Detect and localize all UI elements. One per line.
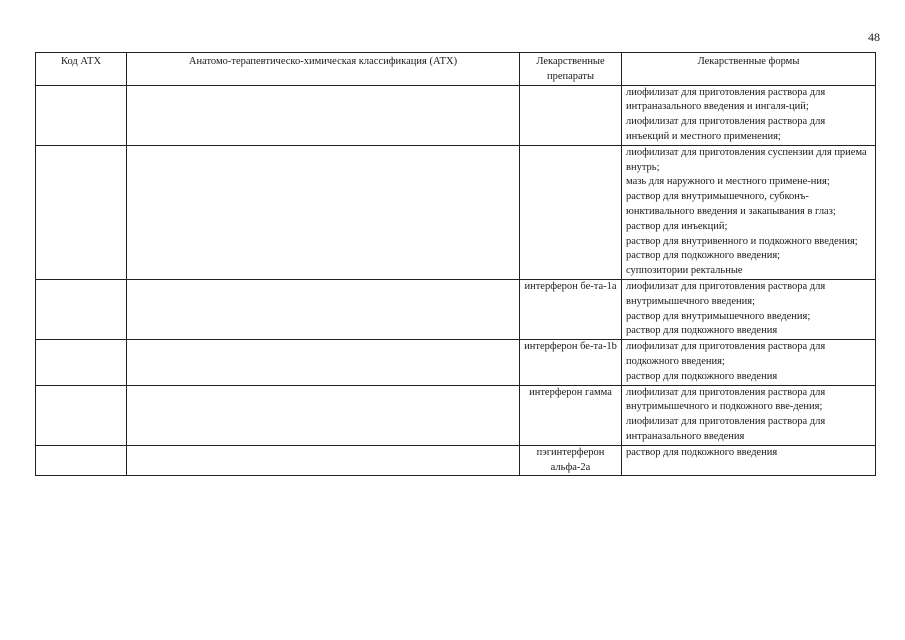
dosage-form-item: лиофилизат для приготовления раствора для внутримышечного введения; (626, 280, 826, 307)
dosage-form-item: раствор для внутримышечного, субконъ-юнктивального введения и закапывания в глаз; (626, 191, 836, 217)
table-row (36, 340, 876, 385)
dosage-form-item: лиофилизат для приготовления раствора для интраназального введения (626, 416, 826, 442)
drug-name-cell (520, 85, 622, 145)
atx-classification-cell (127, 385, 520, 445)
atx-code-cell (36, 385, 127, 445)
dosage-form-item: лиофилизат для приготовления раствора для интраназального введения и ингаля-ций; (626, 86, 826, 113)
dosage-forms-cell (622, 385, 876, 445)
table-header-row (36, 53, 876, 86)
table-row (36, 385, 876, 445)
atx-code-cell (36, 145, 127, 279)
drug-name-cell: интерферон бе-та-1a (520, 279, 622, 339)
dosage-form-item: лиофилизат для приготовления суспензии для приема внутрь; (626, 146, 867, 173)
dosage-forms-cell (622, 445, 876, 476)
table-row (36, 145, 876, 279)
dosage-form-item: суппозитории ректальные (626, 265, 743, 277)
drug-name-cell: пэгинтерферон альфа-2a (520, 445, 622, 476)
dosage-forms-cell (622, 145, 876, 279)
dosage-form-item: мазь для наружного и местного примене-ния; (626, 176, 830, 188)
dosage-form-item: раствор для подкожного введения (626, 370, 778, 382)
dosage-form-item: лиофилизат для приготовления раствора для инъекций и местного применения; (626, 116, 826, 142)
dosage-form-item: раствор для инъекций; (626, 220, 728, 232)
header-drugs: Лекарственные препараты (520, 53, 622, 86)
atx-classification-cell (127, 445, 520, 476)
dosage-form-item: раствор для подкожного введения (626, 325, 778, 337)
atx-code-cell (36, 340, 127, 385)
dosage-forms-cell (622, 279, 876, 339)
dosage-form-item: раствор для внутривенного и подкожного введения; (626, 235, 858, 247)
atx-code-cell (36, 85, 127, 145)
atx-classification-cell (127, 279, 520, 339)
drug-name-cell: интерферон бе-та-1b (520, 340, 622, 385)
dosage-form-item: лиофилизат для приготовления раствора для подкожного введения; (626, 341, 826, 367)
header-atx-classification: Анатомо-терапевтическо-химическая классификация (АТХ) (127, 53, 520, 86)
atx-table (35, 52, 876, 476)
header-dosage-forms: Лекарственные формы (622, 53, 876, 86)
dosage-form-item: раствор для подкожного введения (626, 446, 778, 458)
page-number: 48 (868, 30, 880, 44)
drug-name-cell: интерферон гамма (520, 385, 622, 445)
dosage-form-item: лиофилизат для приготовления раствора для внутримышечного и подкожного вве-дения; (626, 386, 826, 413)
table-row (36, 279, 876, 339)
table-row (36, 85, 876, 145)
atx-classification-cell (127, 340, 520, 385)
atx-code-cell (36, 279, 127, 339)
dosage-forms-cell (622, 85, 876, 145)
atx-classification-cell (127, 145, 520, 279)
dosage-forms-cell (622, 340, 876, 385)
drug-name-cell (520, 145, 622, 279)
dosage-form-item: раствор для подкожного введения; (626, 250, 781, 262)
header-atx-code: Код АТХ (36, 53, 127, 86)
dosage-form-item: раствор для внутримышечного введения; (626, 310, 811, 322)
table-row (36, 445, 876, 476)
atx-classification-cell (127, 85, 520, 145)
atx-code-cell (36, 445, 127, 476)
